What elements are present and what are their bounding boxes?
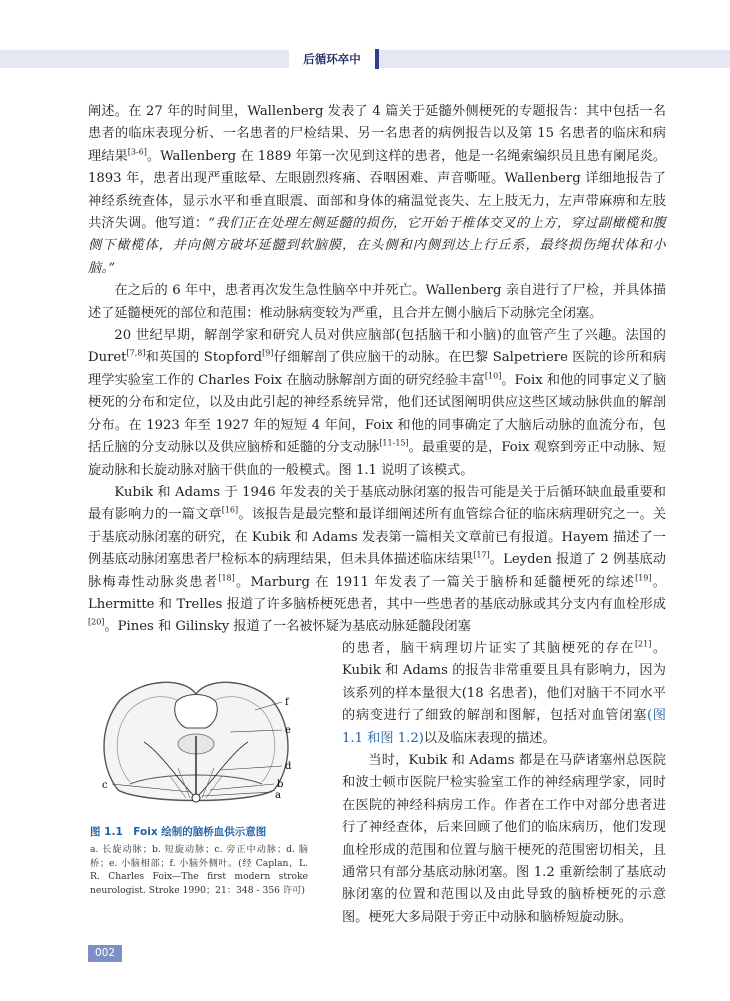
label-a: a (275, 790, 281, 801)
citation: [16] (221, 505, 239, 515)
figure-reference-link[interactable]: (图 1.1 和图 1.2) (342, 708, 666, 746)
figure-caption-title: 图 1.1 Foix 绘制的脑桥血供示意图 (90, 826, 267, 838)
citation: [9] (262, 349, 274, 359)
citation: [18] (218, 573, 235, 583)
label-d: d (285, 761, 292, 772)
citation: [17] (473, 550, 490, 560)
citation: [19] (635, 573, 652, 583)
paragraph-3: 20 世纪早期，解剖学家和研究人员对供应脑部(包括脑干和小脑)的血管产生了兴趣。法国的 Duret[7,8]和英国的 Stopford[9]仔细解剖了供应脑干的动脉。在巴黎 Salpetriere 医院的诊所和病理学实验室工作的 Charles Foix 在脑动脉解剖方面的研究经验丰富[10]。Foix 和他的同事定义了脑梗死的分布和定位，以及由此引起的神经系统异常，他们还试图阐明供应这些区域动脉供血的解剖分布。在 1923 年至 1927 年的短短 4 年间，Foix 和他的同事确定了大脑后动脉的血流分布，包括丘脑的分支动脉以及供应脑桥和延髓的分支动脉[11-15]。最重要的是，Foix 观察到旁正中动脉、短旋动脉和长旋动脉对脑干供血的一般模式。图 1.1 说明了该模式。 (88, 328, 667, 478)
page-number-badge: 002 (88, 945, 122, 962)
basilar-artery (192, 794, 200, 802)
citation: [10] (484, 371, 502, 381)
paragraph-5: 的患者，脑干病理切片证实了其脑梗死的存在[21]。Kubik 和 Adams 的报告非常重要且具有影响力，因为该系列的样本量很大(18 名患者)，他们对脑干不同水平的病变进行了细致的解剖和图解，包括对血管闭塞(图 1.1 和图 1.2)以及临床表现的描述。 (342, 639, 667, 746)
header-accent-bar (375, 49, 379, 69)
figure-caption-note: a. 长旋动脉；b. 短旋动脉；c. 旁正中动脉；d. 脑桥；e. 小脑相部；f. 小脑外侧叶。(经 Caplan，L. R. Charles Foix—The first modern stroke neurologist. Stroke 1990；21：348 - 356 许可) (90, 844, 308, 896)
fourth-ventricle (175, 695, 218, 729)
paragraph-4: Kubik 和 Adams 于 1946 年发表的关于基底动脉闭塞的报告可能是关于后循环缺血最重要和最有影响力的一篇文章[16]。该报告是最完整和最详细阐述所有血管综合征的临床病理研究之一。关于基底动脉闭塞的研究，在 Kubik 和 Adams 发表第一篇相关文章前已有报道。Hayem 描述了一例基底动脉闭塞患者尸检标本的病理结果，但未具体描述临床结果[17]。Leyden 报道了 2 例基底动脉梅毒性动脉炎患者[18]。Marburg 在 1911 年发表了一篇关于脑桥和延髓梗死的综述[19]。Lhermitte 和 Trelles 报道了许多脑桥梗死患者，其中一些患者的基底动脉或其分支内有血栓形成[20]。Pines 和 Gilinsky 报道了一名被怀疑为基底动脉延髓段闭塞 (88, 484, 667, 635)
citation: [21] (634, 639, 652, 649)
label-c: c (102, 780, 108, 791)
citation: [11-15] (379, 438, 409, 448)
citation: [3-6] (127, 147, 147, 157)
citation: [7,8] (126, 349, 146, 359)
running-header-title: 后循环卒中 (303, 52, 361, 66)
right-column-text (342, 638, 666, 929)
label-b: b (277, 779, 284, 790)
label-f: f (285, 697, 289, 708)
paragraph-2: 在之后的 6 年中，患者再次发生急性脑卒中并死亡。Wallenberg 亲自进行了尸检，并具体描述了延髓梗死的部位和范围：椎动脉病变较为严重，且合并左侧小脑后下动脉完全闭塞。 (88, 283, 666, 321)
citation: [20] (88, 617, 105, 627)
paragraph-1: 阐述。在 27 年的时间里，Wallenberg 发表了 4 篇关于延髓外侧梗死的专题报告：其中包括一名患者的临床表现分析、一名患者的尸检结果、另一名患者的病例报告以及第 15 名患者的临床和病理结果[3-6]。Wallenberg 在 1889 年第一次见到这样的患者，他是一名绳索编织员且患有阑尾炎。1893 年，患者出现严重眩晕、左眼剧烈疼痛、吞咽困难、声音嘶哑。Wallenberg 详细地报告了神经系统查体，显示水平和垂直眼震、面部和身体的痛温觉丧失、左上肢无力，左声带麻痹和左肢共济失调。他写道：“我们正在处理左侧延髓的损伤，它开始于椎体交叉的上方，穿过副橄榄和腹侧下橄榄体，并向侧方破坏延髓到软脑膜，在头侧和内侧到达上行丘系，最终损伤绳状体和小脑。” (88, 104, 666, 276)
label-e: e (285, 725, 291, 736)
wallenberg-quote: “我们正在处理左侧延髓的损伤，它开始于椎体交叉的上方，穿过副橄榄和腹侧下橄榄体，并向侧方破坏延髓到软脑膜，在头侧和内侧到达上行丘系，最终损伤绳状体和小脑。” (88, 216, 666, 276)
pons-blood-supply-figure (90, 672, 302, 822)
pons-diagram (90, 672, 302, 822)
main-text-block (88, 101, 666, 639)
paragraph-6: 当时，Kubik 和 Adams 都是在马萨诸塞州总医院和波士顿市医院尸检实验室工作的神经病理学家，同时在医院的神经科病房工作。作者在工作中对部分患者进行了神经查体，后来回顾了他们的临床病历，他们发现血栓形成的范围和位置与脑干梗死的范围密切相关，且通常只有部分基底动脉闭塞。图 1.2 重新绘制了基底动脉闭塞的位置和范围以及由此导致的脑桥梗死的示意图。梗死大多局限于旁正中动脉和脑桥短旋动脉。 (342, 753, 666, 925)
